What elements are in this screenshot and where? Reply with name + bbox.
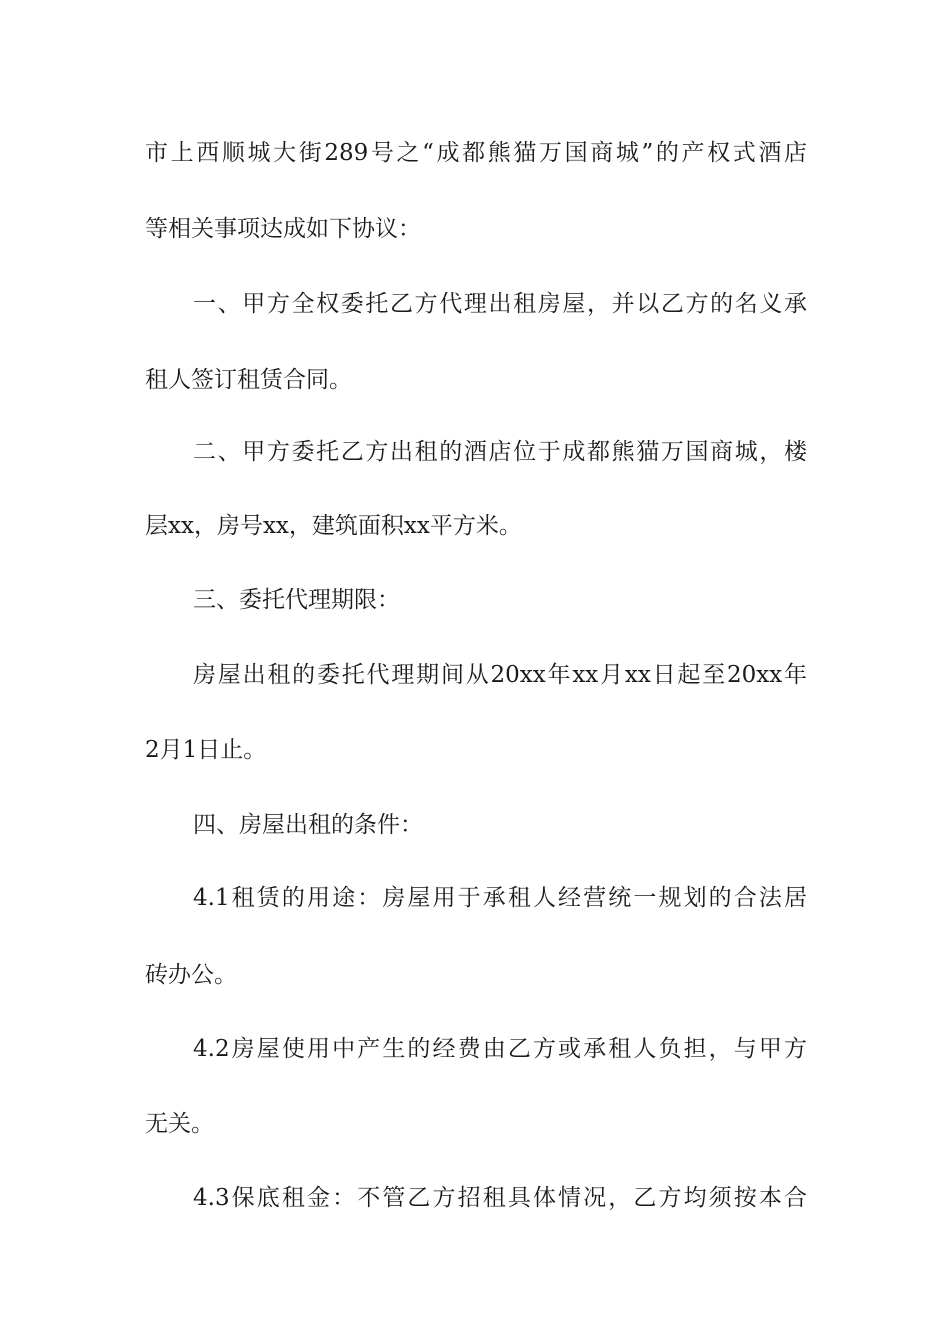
clause-4-1-line: 4.1租赁的用途：房屋用于承租人经营统一规划的合法居 <box>193 885 807 911</box>
clause-1-line: 租人签订租赁合同。 <box>145 367 352 393</box>
clause-2-line: 层xx，房号xx，建筑面积xx平方米。 <box>145 513 522 539</box>
body-text-line: 等相关事项达成如下协议： <box>145 216 421 242</box>
body-text-line: 市上西顺城大街289号之“成都熊猫万国商城”的产权式酒店 <box>145 140 807 166</box>
clause-3-heading: 三、委托代理期限： <box>193 587 400 613</box>
clause-3-line: 房屋出租的委托代理期间从20xx年xx月xx日起至20xx年 <box>193 662 807 688</box>
clause-2-line: 二、甲方委托乙方出租的酒店位于成都熊猫万国商城，楼 <box>193 439 807 465</box>
clause-1-line: 一、甲方全权委托乙方代理出租房屋，并以乙方的名义承 <box>193 291 807 317</box>
clause-4-3-line: 4.3保底租金：不管乙方招租具体情况，乙方均须按本合 <box>193 1185 807 1211</box>
clause-4-heading: 四、房屋出租的条件： <box>193 812 423 838</box>
clause-4-2-line: 无关。 <box>145 1111 214 1137</box>
clause-4-1-line: 砖办公。 <box>145 962 237 988</box>
clause-3-line: 2月1日止。 <box>145 737 267 763</box>
clause-4-2-line: 4.2房屋使用中产生的经费由乙方或承租人负担，与甲方 <box>193 1036 807 1062</box>
